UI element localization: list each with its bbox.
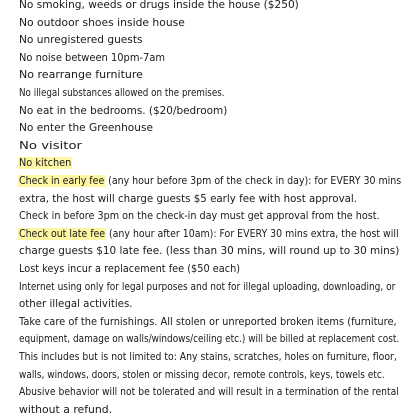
rule-no-kitchen (19, 157, 72, 169)
rule-check-out-late-fee (19, 228, 399, 240)
rule-furnishings-cont-1: equipment, damage on walls/windows/ceiling etc.) will be billed at replacement cost. (19, 333, 400, 346)
rule-check-in-approval: Check in before 3pm on the check-in day must get approval from the host. (19, 210, 380, 223)
rule-no-outdoor-shoes: No outdoor shoes inside house (19, 16, 185, 29)
check-in-early-fee-text: (any hour before 3pm of the check in day): for EVERY 30 mins (105, 175, 402, 187)
rule-no-eat-in-bedrooms: No eat in the bedrooms. ($20/bedroom) (19, 104, 228, 117)
highlight-check-in-early-fee: Check in early fee (19, 175, 105, 187)
rule-internet-use: Internet using only for legal purposes and not for illegal uploading, downloading, or (19, 280, 396, 293)
rule-no-unregistered-guests: No unregistered guests (19, 34, 143, 47)
rule-lost-keys: Lost keys incur a replacement fee ($50 each) (19, 263, 241, 275)
rule-no-illegal-substances: No illegal substances allowed on the premises. (19, 87, 225, 99)
rule-check-in-early-fee-cont: extra, the host will charge guests $5 early fee with host approval. (19, 192, 358, 205)
rule-no-noise: No noise between 10pm-7am (19, 51, 166, 64)
rule-no-visitor: No visitor (19, 139, 82, 152)
check-out-late-fee-text: (any hour after 10am): For EVERY 30 mins extra, the host will (105, 227, 399, 240)
rule-abusive-behavior-cont: without a refund. (19, 403, 113, 416)
rule-furnishings-cont-2: This includes but is not limited to: Any stains, scratches, holes on furniture, floor, (19, 351, 397, 363)
rule-furnishings: Take care of the furnishings. All stolen or unreported broken items (furniture, (19, 315, 397, 328)
rule-no-smoking: No smoking, weeds or drugs inside the house ($250) (19, 0, 299, 11)
rule-no-enter-greenhouse: No enter the Greenhouse (19, 122, 153, 135)
rule-check-out-late-fee-cont: charge guests $10 late fee. (less than 30 mins, will round up to 30 mins) (19, 245, 400, 258)
highlight-check-out-late-fee: Check out late fee (19, 227, 106, 240)
rule-no-rearrange-furniture: No rearrange furniture (19, 69, 143, 82)
highlight-no-kitchen: No kitchen (19, 157, 72, 170)
rule-abusive-behavior: Abusive behavior will not be tolerated and will result in a termination of the rental (19, 386, 399, 399)
rule-furnishings-cont-3: walls, windows, doors, stolen or missing decor, remote controls, keys, towels etc. (19, 368, 385, 381)
rule-internet-use-cont: other illegal activities. (19, 298, 133, 311)
rule-check-in-early-fee (19, 175, 401, 187)
